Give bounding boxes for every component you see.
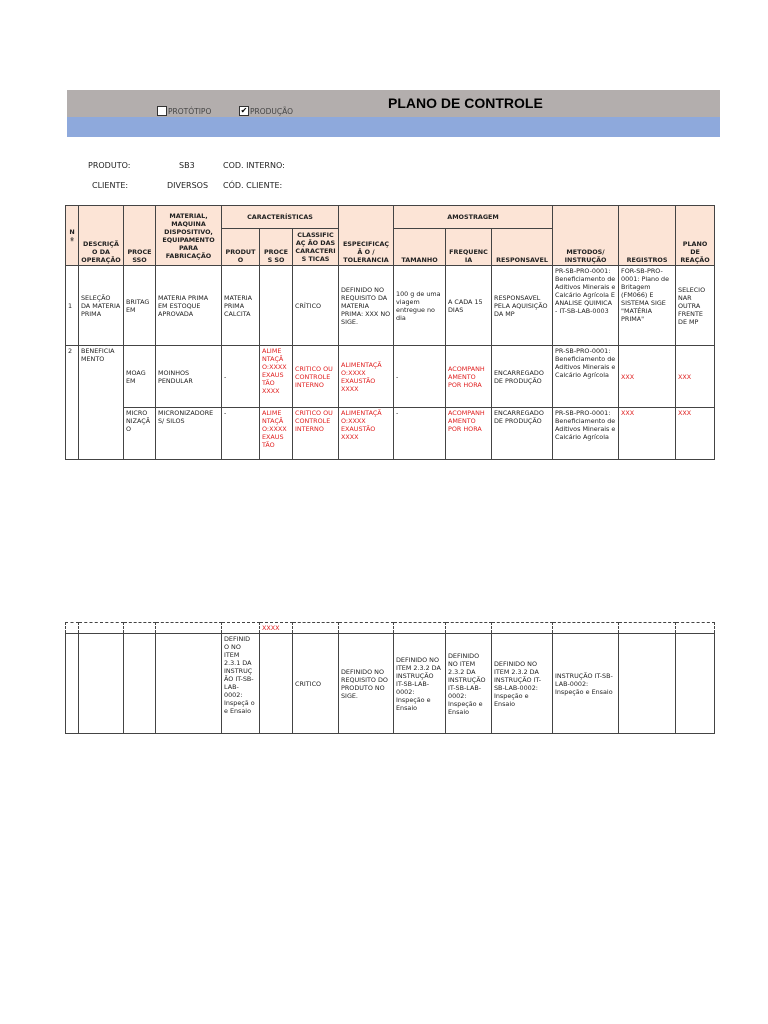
cell-frequencia: ACOMPANH AMENTO POR HORA — [446, 346, 492, 408]
cell-especificacao: DEFINIDO NO REQUISITO DA MATERIA PRIMA: XXX NO SIGE. — [339, 266, 394, 346]
cell-processo — [124, 623, 156, 634]
cell-processo — [124, 634, 156, 734]
cell-tamanho: - — [394, 408, 446, 460]
cell-classificacao: CRITICO OU CONTROLE INTERNO — [293, 408, 339, 460]
col-header-especificacao: ESPECIFICAÇÃ O / TOLERANCIA — [339, 206, 394, 266]
col-header-n: N º — [66, 206, 79, 266]
producao-label: PRODUÇÃO — [250, 106, 294, 116]
cell-tamanho: 100 g de uma viagem entregue no dia — [394, 266, 446, 346]
table-row — [66, 408, 715, 460]
cell-descricao: SELEÇÃO DA MATERIA PRIMA — [79, 266, 124, 346]
cell-material — [156, 623, 222, 634]
cell-descricao — [79, 634, 124, 734]
col-header-tamanho: TAMANHO — [394, 229, 446, 266]
cell-especificacao: ALIMENTAÇÃ O:XXXX EXAUSTÃO XXXX — [339, 408, 394, 460]
table-row — [66, 346, 715, 408]
cell-processo-car: XXXX — [260, 623, 293, 634]
cell-metodos: PR-SB-PRO-0001: Beneficiamento de Aditivos Minerais e Calcário Agrícola — [553, 408, 619, 460]
cell-especificacao — [339, 623, 394, 634]
cell-responsavel: ENCARREGADO DE PRODUÇÃO — [492, 346, 553, 408]
cell-n — [66, 634, 79, 734]
col-header-produto: PRODUTO — [222, 229, 260, 266]
cell-classificacao: CRITICO OU CONTROLE INTERNO — [293, 346, 339, 408]
table-row — [66, 634, 715, 734]
cell-n: 2 — [66, 346, 79, 460]
control-plan-table-continued — [65, 622, 715, 734]
col-header-metodos: METODOS/ INSTRUÇÃO — [553, 206, 619, 266]
col-header-processo-car: PROCES SO — [260, 229, 293, 266]
col-header-frequencia: FREQUENCIA — [446, 229, 492, 266]
check-icon[interactable]: ✔ — [240, 106, 248, 115]
cell-metodos: INSTRUÇÃO IT-SB-LAB-0002: Inspeção e Ensaio — [553, 634, 619, 734]
document-title: PLANO DE CONTROLE — [388, 95, 543, 111]
cell-registros: XXX — [619, 346, 676, 408]
cell-registros: FOR-SB-PRO-0001: Plano de Britagem (FM066) E SISTEMA SIGE "MATÉRIA PRIMA" — [619, 266, 676, 346]
cell-processo: MICRO NIZAÇÃ O — [124, 408, 156, 460]
cell-frequencia — [446, 623, 492, 634]
cell-tamanho: DEFINIDO NO ITEM 2.3.2 DA INSTRUÇÃO IT-SB-LAB-0002: Inspeção e Ensaio — [394, 634, 446, 734]
cell-n: 1 — [66, 266, 79, 346]
cell-produto — [222, 623, 260, 634]
cell-produto: DEFINID O NO ITEM 2.3.1 DA INSTRUÇ ÃO IT-SB-LAB-0002: Inspeçã o e Ensaio — [222, 634, 260, 734]
cell-registros — [619, 634, 676, 734]
col-header-amostragem: AMOSTRAGEM — [394, 206, 553, 229]
produto-label: PRODUTO: — [88, 161, 131, 170]
cell-produto: MATERIA PRIMA CALCITA — [222, 266, 260, 346]
cell-processo-car: ALIME NTAÇÃ O:XXXX EXAUS TÃO — [260, 408, 293, 460]
col-header-registros: REGISTROS — [619, 206, 676, 266]
cell-processo: MOAG EM — [124, 346, 156, 408]
cell-frequencia: DEFINIDO NO ITEM 2.3.2 DA INSTRUÇÃO IT-SB-LAB-0002: Inspeção e Ensaio — [446, 634, 492, 734]
col-header-material: MATERIAL, MAQUINA DISPOSITIVO, EQUIPAMENTO PARA FABRICAÇÃO — [156, 206, 222, 266]
header-band — [67, 117, 720, 137]
cell-processo-car: ALIME NTAÇÃ O:XXXX EXAUS TÃO XXXX — [260, 346, 293, 408]
cell-responsavel — [492, 623, 553, 634]
cell-metodos: PR-SB-PRO-0001: Beneficiamento de Aditivos Minerais e Calcário Agrícola E ANALISE QUIMICA - IT-SB-LAB-0003 — [553, 266, 619, 346]
cell-plano — [676, 623, 715, 634]
control-plan-table — [65, 205, 715, 460]
cell-frequencia: A CADA 15 DIAS — [446, 266, 492, 346]
cell-material: MOINHOS PENDULAR — [156, 346, 222, 408]
cell-produto: - — [222, 346, 260, 408]
cell-descricao: BENEFICIA MENTO — [79, 346, 124, 460]
produto-value: SB3 — [179, 161, 195, 170]
col-header-descricao: DESCRIÇÃO DA OPERAÇÃO — [79, 206, 124, 266]
cell-especificacao: DEFINIDO NO REQUISITO DO PRODUTO NO SIGE. — [339, 634, 394, 734]
cod-cliente-label: CÓD. CLIENTE: — [223, 181, 283, 190]
cell-especificacao: ALIMENTAÇÃ O:XXXX EXAUSTÃO XXXX — [339, 346, 394, 408]
prototipo-checkbox[interactable] — [157, 106, 211, 116]
cell-tamanho — [394, 623, 446, 634]
col-header-plano: PLANO DE REAÇÃO — [676, 206, 715, 266]
cell-metodos: PR-SB-PRO-0001: Beneficiamento de Aditivos Minerais e Calcário Agrícola — [553, 346, 619, 408]
cell-processo: BRITAG EM — [124, 266, 156, 346]
cell-material — [156, 634, 222, 734]
table-row — [66, 623, 715, 634]
cell-metodos — [553, 623, 619, 634]
cell-plano: SELECIO NAR OUTRA FRENTE DE MP — [676, 266, 715, 346]
cell-responsavel: ENCARREGADO DE PRODUÇÃO — [492, 408, 553, 460]
cod-interno-label: COD. INTERNO: — [223, 161, 285, 170]
prototipo-checkbox-box[interactable] — [157, 106, 167, 116]
cliente-value: DIVERSOS — [167, 181, 209, 190]
cell-tamanho: - — [394, 346, 446, 408]
col-header-classificacao: CLASSIFICAÇ ÃO DAS CARACTERIS TICAS — [293, 229, 339, 266]
cell-frequencia: ACOMPANH AMENTO POR HORA — [446, 408, 492, 460]
prototipo-label: PROTÓTIPO — [168, 106, 212, 116]
cell-registros — [619, 623, 676, 634]
cell-responsavel: DEFINIDO NO ITEM 2.3.2 DA INSTRUÇÃO IT-SB-LAB-0002: Inspeção e Ensaio — [492, 634, 553, 734]
producao-checkbox[interactable] — [239, 106, 293, 116]
col-header-caracteristicas: CARACTERÍSTICAS — [222, 206, 339, 229]
cell-plano: XXX — [676, 346, 715, 408]
cell-descricao — [79, 623, 124, 634]
cliente-label: CLIENTE: — [92, 181, 129, 190]
col-header-responsavel: RESPONSAVEL — [492, 229, 553, 266]
cell-classificacao — [293, 623, 339, 634]
cell-classificacao: CRÍTICO — [293, 266, 339, 346]
cell-classificacao: CRITICO — [293, 634, 339, 734]
cell-plano — [676, 634, 715, 734]
cell-produto: - — [222, 408, 260, 460]
cell-processo-car — [260, 634, 293, 734]
cell-material: MICRONIZADORE S/ SILOS — [156, 408, 222, 460]
table-row — [66, 266, 715, 346]
header-row-1 — [66, 206, 715, 229]
cell-responsavel: RESPONSAVEL PELA AQUISIÇÃO DA MP — [492, 266, 553, 346]
cell-plano: XXX — [676, 408, 715, 460]
col-header-processo: PROCE SSO — [124, 206, 156, 266]
cell-n — [66, 623, 79, 634]
cell-material: MATERIA PRIMA EM ESTOQUE APROVADA — [156, 266, 222, 346]
cell-processo-car — [260, 266, 293, 346]
cell-registros: XXX — [619, 408, 676, 460]
